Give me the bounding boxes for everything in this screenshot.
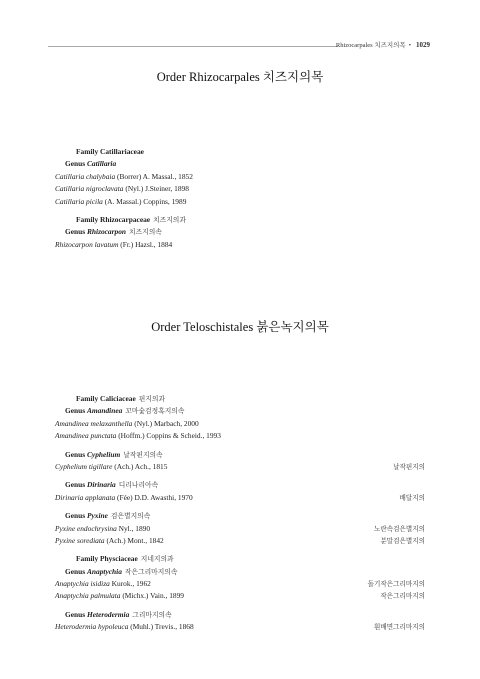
korean-common-name: 작은그리마지의 [380,592,425,601]
korean-common-name: 분말검은별지의 [380,536,425,545]
order-title: Order Rhizocarpales 치즈지의목 [156,70,324,84]
header-section: Rhizocarpales 치즈지의목 [335,42,406,49]
genus-heading: Genus Catillaria [65,159,117,169]
species-line: Anaptychia palmulata (Michx.) Vain., 1899 작은그리마지의 [55,590,425,602]
family-heading: Family Rhizocarpaceae 치즈지의과 [76,214,186,224]
korean-common-name: 배달지의 [399,493,425,502]
genus-heading: Genus Dirinaria 디리나리아속 [65,480,159,490]
species-line: Catillaria chalybaia (Borrer) A. Massal., 1852 [55,171,193,181]
page-number: 1029 [416,41,430,49]
family-heading: Family Catillariaceae [76,147,144,156]
genus-heading: Genus Anaptychia 작은그리마지의속 [65,566,178,576]
species-line: Heterodermia hypoleuca (Muhl.) Trevis., 1868 흰배면그리마지의 [55,621,425,633]
species-line: Pyxine endochrysina Nyl., 1890 노란속검은별지의 [55,523,425,535]
genus-heading: Genus Pyxine 검은별지의속 [65,511,151,521]
header-rule [48,46,338,47]
species-line: Pyxine sorediata (Ach.) Mont., 1842 분말검은별지의 [55,535,425,547]
species-line: Amandinea melaxanthella (Nyl.) Marbach, 2000 [55,418,199,428]
korean-common-name: 날작핀지의 [393,462,425,471]
korean-common-name: 노란속검은별지의 [374,524,425,533]
family-heading: Family Physciaceae 지네지의과 [76,554,174,564]
running-header [48,40,430,54]
species-line: Catillaria picila (A. Massal.) Coppins, 1989 [55,196,187,206]
species-line: Cyphelium tigillare (Ach.) Ach., 1815 날작핀지의 [55,461,425,473]
korean-common-name: 흰배면그리마지의 [374,623,425,632]
genus-heading: Genus Cyphelium 날작핀지의속 [65,449,163,459]
species-line: Anaptychia isidiza Kurok., 1962 돌기작은그리마지의 [55,578,425,590]
species-line: Catillaria nigroclavata (Nyl.) J.Steiner, 1898 [55,184,189,194]
species-line: Amandinea punctata (Hoffm.) Coppins & Scheid., 1993 [55,431,221,441]
species-line: Rhizocarpon lavatum (Fr.) Hazsl., 1884 [55,239,173,249]
order-rhizocarpales-list [55,146,425,251]
genus-heading: Genus Rhizocarpon 치즈지의속 [65,227,162,237]
genus-heading: Genus Heterodermia 그리마지의속 [65,609,172,619]
order-teloschistales-list [55,393,425,634]
header-text: Rhizocarpales 치즈지의목 • 1029 [335,41,430,49]
order-title: Order Teloschistales 붉은녹지의목 [151,320,329,334]
species-line: Dirinaria applanata (Fée) D.D. Awasthi, 1970 배달지의 [55,492,425,504]
family-heading: Family Caliciaceae 핀지의과 [76,394,165,403]
korean-common-name: 돌기작은그리마지의 [367,580,425,589]
genus-heading: Genus Amandinea 꼬마숯검정혹지의속 [65,406,185,416]
